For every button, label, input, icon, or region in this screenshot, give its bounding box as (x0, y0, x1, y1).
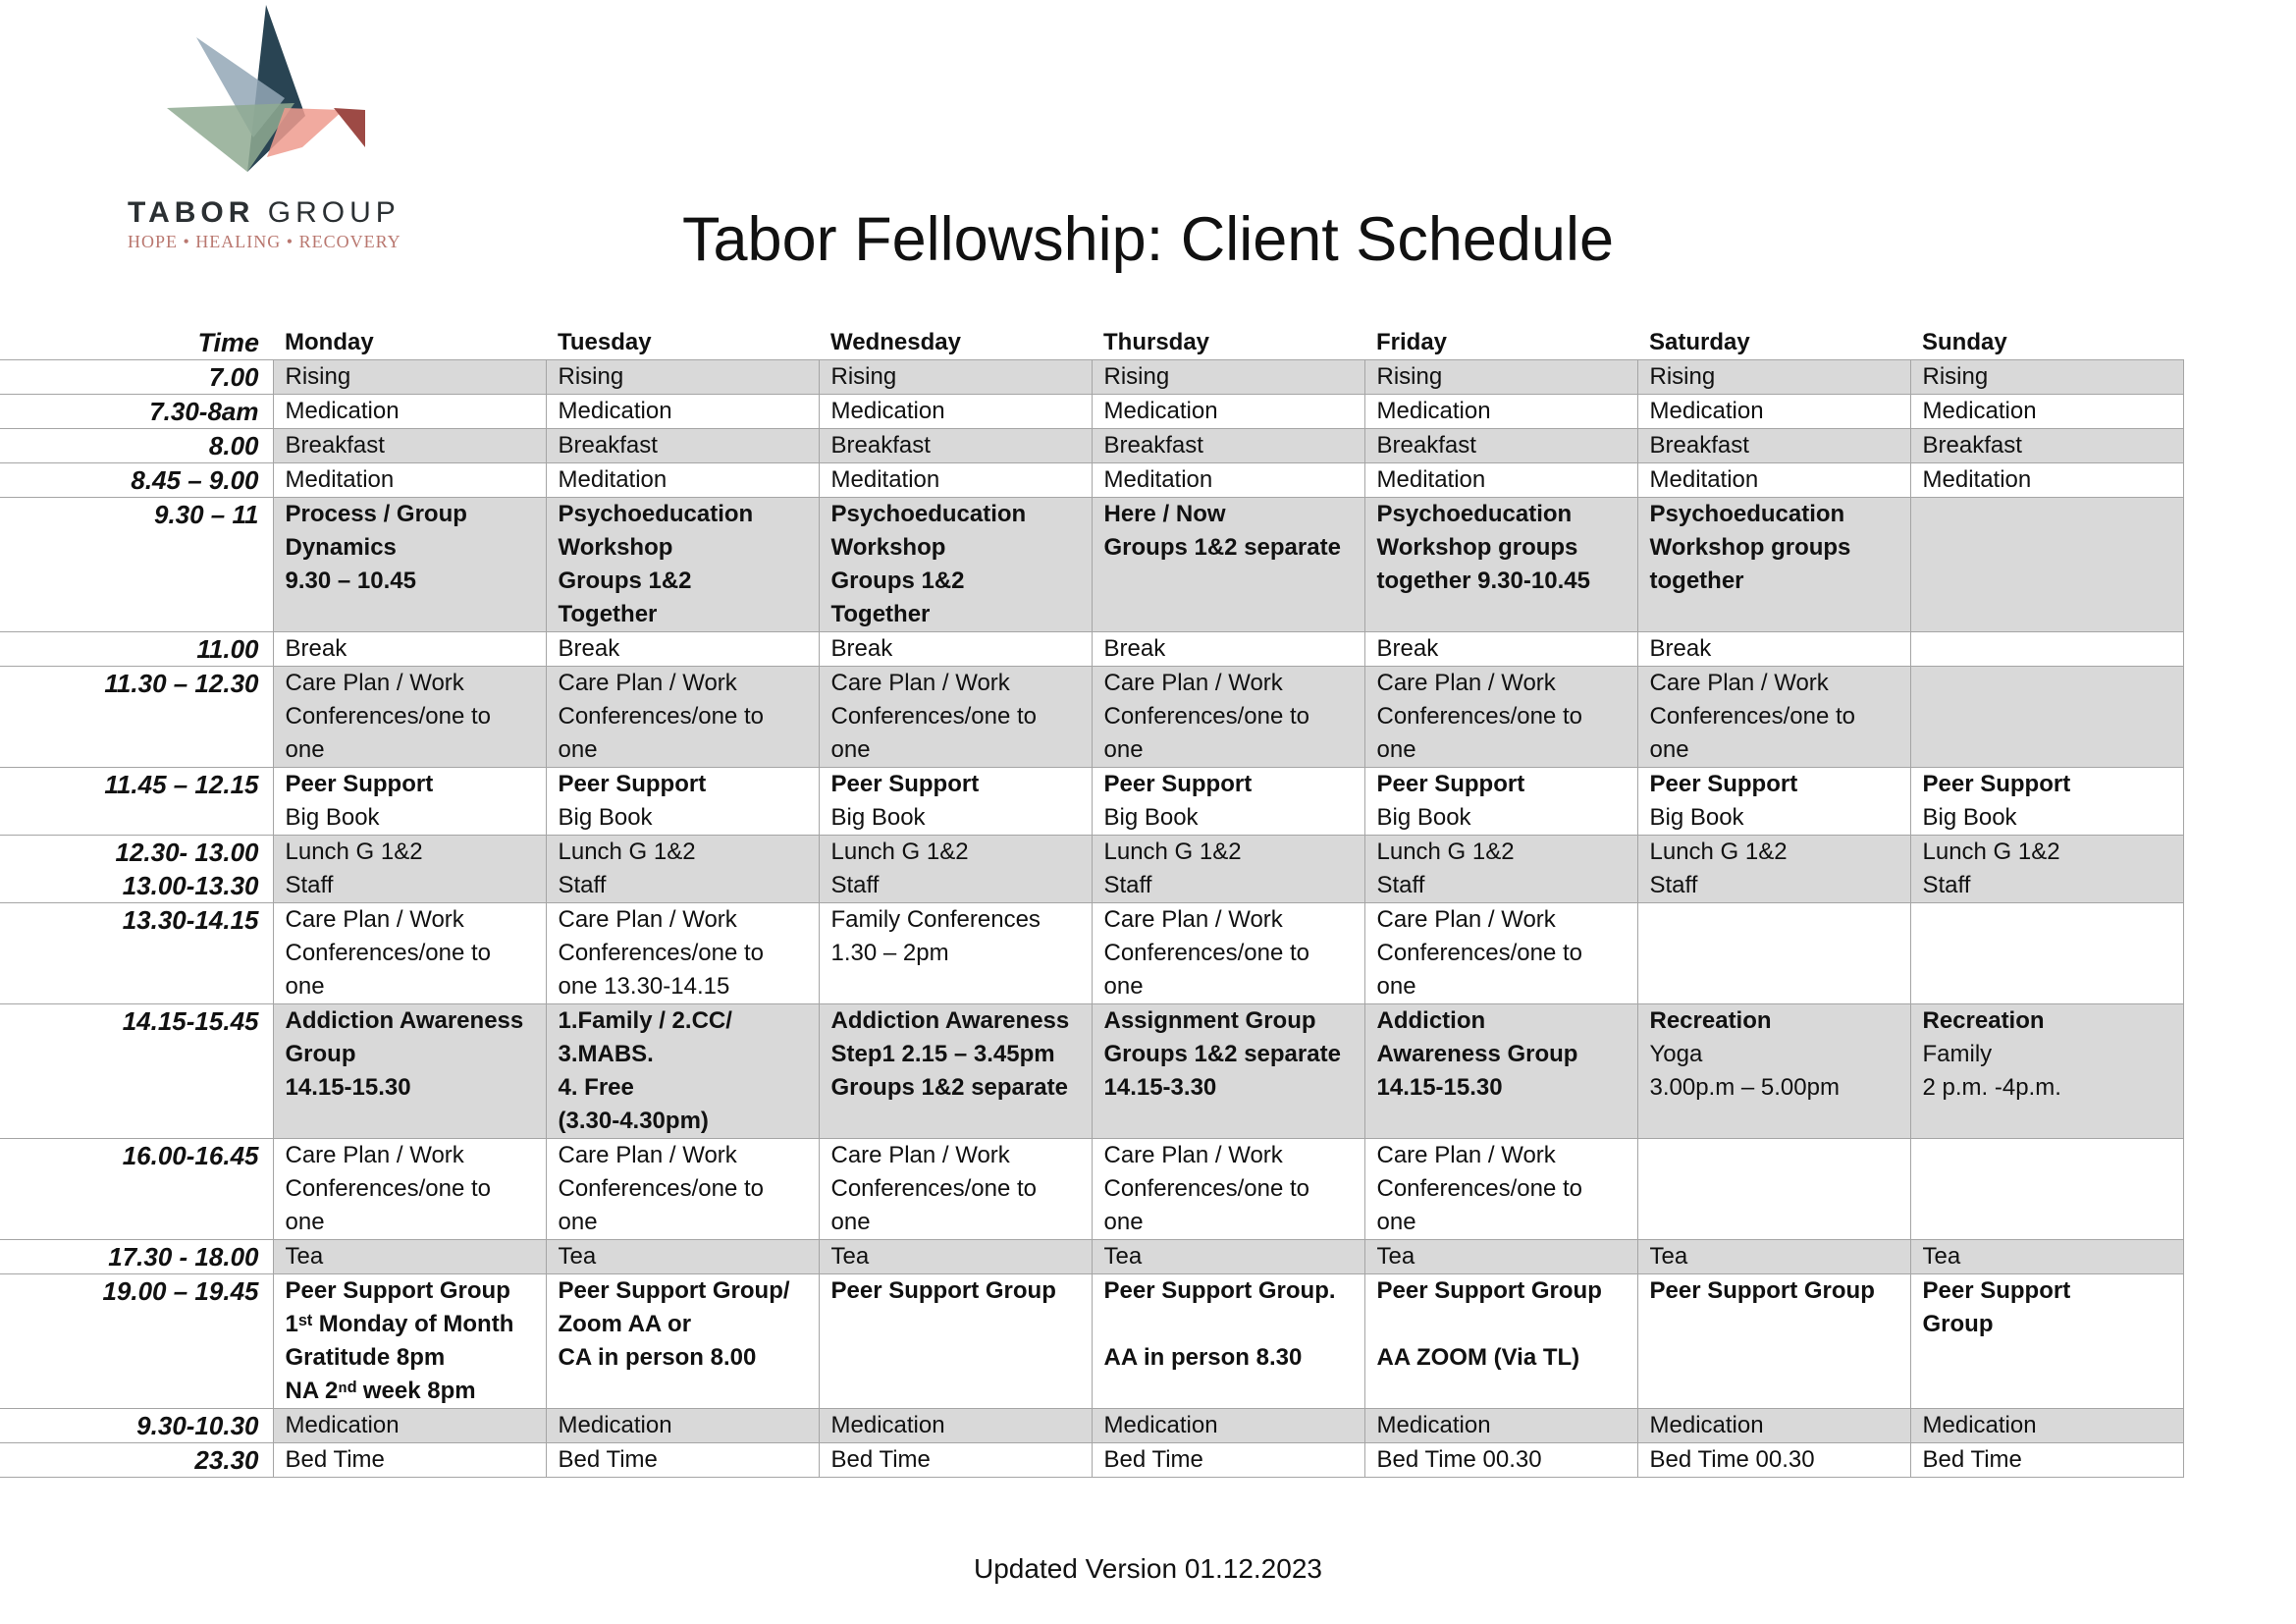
activity-title: Peer Support Group. AA in person 8.30 (1103, 1277, 1336, 1371)
time-slot: 11.45 – 12.15 (0, 768, 273, 836)
schedule-cell-monday (273, 1004, 546, 1139)
schedule-row (0, 463, 2183, 498)
schedule-cell-wednesday (819, 463, 1092, 498)
schedule-cell-sunday (1910, 498, 2183, 632)
activity-text: Yoga 3.00p.m – 5.00pm (1649, 1041, 1840, 1101)
activity-text: Bed Time 00.30 (1376, 1446, 1542, 1473)
schedule-cell-sunday (1910, 903, 2183, 1004)
schedule-row (0, 768, 2183, 836)
schedule-cell-saturday (1637, 1443, 1910, 1478)
schedule-row (0, 667, 2183, 768)
activity-text: Care Plan / Work Conferences/one to one (1103, 670, 1309, 763)
activity-text: Care Plan / Work Conferences/one to one (830, 1142, 1037, 1235)
time-slot: 8.45 – 9.00 (0, 463, 273, 498)
schedule-cell-sunday (1910, 429, 2183, 463)
schedule-cell-sunday (1910, 1274, 2183, 1409)
schedule-cell-sunday (1910, 1443, 2183, 1478)
activity-text: Care Plan / Work Conferences/one to one (1103, 906, 1309, 1000)
schedule-cell-monday (273, 429, 546, 463)
activity-title: Peer Support Group (1922, 1277, 2071, 1337)
schedule-cell-monday (273, 1409, 546, 1443)
activity-text: Breakfast (285, 432, 385, 459)
schedule-cell-wednesday (819, 1274, 1092, 1409)
version-footer: Updated Version 01.12.2023 (974, 1553, 1322, 1584)
schedule-cell-saturday (1637, 463, 1910, 498)
activity-text: Tea (285, 1243, 324, 1270)
schedule-cell-sunday (1910, 768, 2183, 836)
schedule-cell-thursday (1092, 498, 1364, 632)
time-slot: 16.00-16.45 (0, 1139, 273, 1240)
activity-text: Rising (1103, 363, 1170, 390)
schedule-cell-saturday (1637, 1409, 1910, 1443)
activity-text: Tea (1376, 1243, 1415, 1270)
schedule-cell-monday (273, 903, 546, 1004)
activity-title: Addiction Awareness Group 14.15-15.30 (1376, 1007, 1578, 1101)
schedule-cell-wednesday (819, 1409, 1092, 1443)
activity-text: Medication (1103, 398, 1218, 424)
day-header-sunday: Sunday (1922, 329, 2007, 355)
schedule-cell-tuesday (546, 1240, 819, 1274)
schedule-cell-monday (273, 632, 546, 667)
schedule-row (0, 1004, 2183, 1139)
schedule-cell-friday (1364, 1004, 1637, 1139)
activity-text: Rising (1922, 363, 1989, 390)
activity-text: Meditation (285, 466, 395, 493)
schedule-cell-thursday (1092, 463, 1364, 498)
activity-text: Rising (1376, 363, 1443, 390)
schedule-cell-thursday (1092, 632, 1364, 667)
activity-text: Bed Time (285, 1446, 385, 1473)
activity-text: Meditation (1103, 466, 1213, 493)
schedule-cell-thursday (1092, 429, 1364, 463)
time-slot: 17.30 - 18.00 (0, 1240, 273, 1274)
activity-text: Breakfast (1103, 432, 1203, 459)
activity-text: Big Book (1922, 804, 2017, 831)
schedule-row (0, 498, 2183, 632)
activity-text: Medication (558, 1412, 672, 1438)
activity-text: Big Book (558, 804, 653, 831)
activity-text: Bed Time (558, 1446, 658, 1473)
activity-title: Peer Support Group (830, 1277, 1056, 1304)
activity-text: Lunch G 1&2 Staff (1376, 839, 1515, 898)
activity-text: Rising (830, 363, 897, 390)
activity-title: Psychoeducation Workshop Groups 1&2 Together (558, 501, 754, 627)
activity-text: Care Plan / Work Conferences/one to one (285, 1142, 491, 1235)
activity-text: Break (1649, 635, 1712, 662)
page-title: Tabor Fellowship: Client Schedule (682, 205, 1614, 274)
activity-text: Medication (1922, 1412, 2037, 1438)
schedule-cell-friday (1364, 1443, 1637, 1478)
activity-title: Here / Now Groups 1&2 separate (1103, 501, 1341, 561)
activity-text: Medication (285, 1412, 400, 1438)
activity-text: Big Book (1376, 804, 1471, 831)
schedule-cell-tuesday (546, 903, 819, 1004)
schedule-cell-friday (1364, 768, 1637, 836)
activity-text: Rising (1649, 363, 1716, 390)
activity-text: Care Plan / Work Conferences/one to one (1376, 1142, 1582, 1235)
schedule-cell-sunday (1910, 395, 2183, 429)
schedule-cell-monday (273, 1443, 546, 1478)
schedule-row (0, 1409, 2183, 1443)
activity-text: Breakfast (1649, 432, 1749, 459)
activity-text: Medication (1649, 398, 1764, 424)
schedule-row (0, 360, 2183, 395)
schedule-cell-tuesday (546, 1274, 819, 1409)
schedule-row (0, 1274, 2183, 1409)
schedule-row (0, 903, 2183, 1004)
schedule-cell-thursday (1092, 1274, 1364, 1409)
activity-title: Addiction Awareness Group 14.15-15.30 (285, 1007, 524, 1101)
schedule-row (0, 429, 2183, 463)
activity-text: Care Plan / Work Conferences/one to one (1649, 670, 1855, 763)
activity-title: Peer Support Group 1ˢᵗ Monday of Month Gratitude 8pm NA 2ⁿᵈ week 8pm (285, 1277, 514, 1404)
schedule-cell-sunday (1910, 360, 2183, 395)
activity-text: Big Book (1103, 804, 1199, 831)
schedule-cell-saturday (1637, 395, 1910, 429)
schedule-cell-saturday (1637, 360, 1910, 395)
schedule-cell-tuesday (546, 667, 819, 768)
schedule-cell-wednesday (819, 395, 1092, 429)
activity-text: Care Plan / Work Conferences/one to one (830, 670, 1037, 763)
schedule-cell-thursday (1092, 903, 1364, 1004)
schedule-row (0, 1240, 2183, 1274)
activity-text: Family 2 p.m. -4p.m. (1922, 1041, 2061, 1101)
schedule-cell-tuesday (546, 360, 819, 395)
activity-text: Meditation (1922, 466, 2032, 493)
activity-text: Breakfast (558, 432, 658, 459)
schedule-cell-sunday (1910, 463, 2183, 498)
activity-text: Lunch G 1&2 Staff (1649, 839, 1788, 898)
schedule-cell-wednesday (819, 667, 1092, 768)
schedule-cell-thursday (1092, 395, 1364, 429)
schedule-cell-sunday (1910, 1409, 2183, 1443)
schedule-cell-wednesday (819, 1139, 1092, 1240)
schedule-cell-friday (1364, 667, 1637, 768)
activity-title: 1.Family / 2.CC/ 3.MABS. 4. Free (3.30-4.30pm) (558, 1007, 732, 1134)
schedule-cell-monday (273, 1274, 546, 1409)
activity-text: Bed Time (1103, 1446, 1203, 1473)
activity-text: Family Conferences 1.30 – 2pm (830, 906, 1041, 966)
schedule-cell-thursday (1092, 768, 1364, 836)
activity-text: Medication (1922, 398, 2037, 424)
schedule-row (0, 632, 2183, 667)
activity-title: Peer Support Group/ Zoom AA or CA in person 8.00 (558, 1277, 790, 1371)
header-row (0, 324, 2183, 360)
logo-wordmark: TABOR GROUP (128, 196, 400, 229)
activity-text: Bed Time (1922, 1446, 2022, 1473)
schedule-cell-tuesday (546, 768, 819, 836)
schedule-cell-sunday (1910, 1004, 2183, 1139)
activity-text: Break (558, 635, 620, 662)
activity-text: Breakfast (830, 432, 931, 459)
schedule-cell-wednesday (819, 1443, 1092, 1478)
schedule-cell-wednesday (819, 836, 1092, 903)
day-header-saturday: Saturday (1649, 329, 1750, 355)
activity-text: Bed Time 00.30 (1649, 1446, 1815, 1473)
schedule-cell-thursday (1092, 1443, 1364, 1478)
schedule-cell-saturday (1637, 836, 1910, 903)
activity-title: Assignment Group Groups 1&2 separate 14.15-3.30 (1103, 1007, 1341, 1101)
schedule-cell-thursday (1092, 836, 1364, 903)
activity-text: Meditation (1376, 466, 1486, 493)
schedule-cell-thursday (1092, 360, 1364, 395)
activity-text: Care Plan / Work Conferences/one to one (1376, 906, 1582, 1000)
activity-text: Rising (285, 363, 351, 390)
activity-text: Meditation (1649, 466, 1759, 493)
activity-title: Recreation (1649, 1007, 1772, 1034)
activity-text: Medication (558, 398, 672, 424)
activity-text: Meditation (558, 466, 667, 493)
activity-text: Tea (558, 1243, 597, 1270)
day-header-friday: Friday (1376, 329, 1448, 355)
schedule-cell-sunday (1910, 836, 2183, 903)
activity-title: Peer Support (1376, 771, 1525, 797)
activity-text: Tea (1649, 1243, 1688, 1270)
schedule-cell-saturday (1637, 1240, 1910, 1274)
activity-text: Break (1103, 635, 1166, 662)
activity-title: Peer Support (558, 771, 707, 797)
schedule-cell-monday (273, 463, 546, 498)
schedule-cell-friday (1364, 498, 1637, 632)
day-header-thursday: Thursday (1103, 329, 1210, 355)
schedule-cell-thursday (1092, 1240, 1364, 1274)
activity-text: Big Book (1649, 804, 1744, 831)
activity-title: Addiction Awareness Step1 2.15 – 3.45pm Groups 1&2 separate (830, 1007, 1070, 1101)
schedule-cell-wednesday (819, 360, 1092, 395)
schedule-cell-friday (1364, 903, 1637, 1004)
schedule-cell-sunday (1910, 632, 2183, 667)
activity-text: Lunch G 1&2 Staff (1103, 839, 1242, 898)
day-header-wednesday: Wednesday (830, 329, 961, 355)
activity-title: Peer Support (285, 771, 434, 797)
schedule-row (0, 1443, 2183, 1478)
schedule-cell-thursday (1092, 1004, 1364, 1139)
schedule-cell-wednesday (819, 429, 1092, 463)
activity-text: Lunch G 1&2 Staff (285, 839, 423, 898)
time-slot: 14.15-15.45 (0, 1004, 273, 1139)
schedule-cell-thursday (1092, 1139, 1364, 1240)
activity-text: Break (1376, 635, 1439, 662)
schedule-cell-monday (273, 498, 546, 632)
time-slot: 11.30 – 12.30 (0, 667, 273, 768)
schedule-cell-tuesday (546, 429, 819, 463)
time-slot: 23.30 (0, 1443, 273, 1478)
activity-title: Psychoeducation Workshop groups together 9.30-10.45 (1376, 501, 1590, 594)
activity-title: Peer Support Group AA ZOOM (Via TL) (1376, 1277, 1602, 1371)
schedule-cell-saturday (1637, 632, 1910, 667)
schedule-cell-saturday (1637, 1004, 1910, 1139)
schedule-cell-saturday (1637, 903, 1910, 1004)
schedule-row (0, 395, 2183, 429)
activity-text: Care Plan / Work Conferences/one to one (558, 1142, 764, 1235)
activity-text: Big Book (285, 804, 380, 831)
schedule-cell-friday (1364, 836, 1637, 903)
schedule-cell-monday (273, 1240, 546, 1274)
schedule-cell-monday (273, 1139, 546, 1240)
schedule-cell-monday (273, 395, 546, 429)
schedule-table (0, 324, 2184, 1478)
activity-text: Rising (558, 363, 624, 390)
schedule-cell-tuesday (546, 1443, 819, 1478)
schedule-cell-friday (1364, 463, 1637, 498)
activity-title: Peer Support (1103, 771, 1253, 797)
activity-text: Care Plan / Work Conferences/one to one (285, 670, 491, 763)
activity-text: Lunch G 1&2 Staff (830, 839, 969, 898)
time-slot: 12.30- 13.00 13.00-13.30 (0, 836, 273, 903)
activity-text: Medication (1103, 1412, 1218, 1438)
bird-logo-icon (137, 0, 373, 196)
activity-title: Peer Support Group (1649, 1277, 1875, 1304)
schedule-cell-thursday (1092, 667, 1364, 768)
activity-text: Medication (1376, 1412, 1491, 1438)
schedule-cell-friday (1364, 1274, 1637, 1409)
activity-title: Peer Support (830, 771, 980, 797)
schedule-cell-wednesday (819, 903, 1092, 1004)
schedule-cell-monday (273, 667, 546, 768)
activity-title: Peer Support (1649, 771, 1798, 797)
time-slot: 11.00 (0, 632, 273, 667)
schedule-cell-wednesday (819, 768, 1092, 836)
schedule-cell-saturday (1637, 1274, 1910, 1409)
activity-text: Care Plan / Work Conferences/one to one (558, 670, 764, 763)
activity-text: Medication (830, 1412, 945, 1438)
activity-text: Lunch G 1&2 Staff (558, 839, 696, 898)
day-header-monday: Monday (285, 329, 374, 355)
schedule-cell-wednesday (819, 1240, 1092, 1274)
activity-text: Break (830, 635, 893, 662)
logo-tagline: HOPE • HEALING • RECOVERY (128, 232, 401, 251)
time-slot: 9.30 – 11 (0, 498, 273, 632)
activity-text: Medication (1649, 1412, 1764, 1438)
schedule-cell-wednesday (819, 632, 1092, 667)
activity-text: Breakfast (1922, 432, 2022, 459)
schedule-cell-friday (1364, 632, 1637, 667)
schedule-cell-saturday (1637, 667, 1910, 768)
activity-title: Process / Group Dynamics 9.30 – 10.45 (285, 501, 467, 594)
schedule-cell-wednesday (819, 498, 1092, 632)
schedule-cell-tuesday (546, 395, 819, 429)
schedule-row (0, 836, 2183, 903)
activity-text: Medication (830, 398, 945, 424)
time-slot: 8.00 (0, 429, 273, 463)
activity-text: Tea (1922, 1243, 1961, 1270)
time-column-header: Time (197, 328, 259, 357)
activity-text: Bed Time (830, 1446, 931, 1473)
schedule-cell-tuesday (546, 1139, 819, 1240)
activity-text: Care Plan / Work Conferences/one to one (1103, 1142, 1309, 1235)
schedule-cell-friday (1364, 1240, 1637, 1274)
schedule-cell-friday (1364, 1139, 1637, 1240)
activity-title: Psychoeducation Workshop groups together (1649, 501, 1851, 594)
activity-text: Medication (1376, 398, 1491, 424)
schedule-cell-tuesday (546, 1004, 819, 1139)
schedule-cell-saturday (1637, 429, 1910, 463)
schedule-cell-friday (1364, 360, 1637, 395)
schedule-cell-tuesday (546, 498, 819, 632)
schedule-cell-tuesday (546, 836, 819, 903)
schedule-cell-monday (273, 360, 546, 395)
schedule-cell-tuesday (546, 463, 819, 498)
activity-text: Meditation (830, 466, 940, 493)
schedule-cell-friday (1364, 1409, 1637, 1443)
activity-title: Psychoeducation Workshop Groups 1&2 Together (830, 501, 1027, 627)
schedule-cell-sunday (1910, 1240, 2183, 1274)
time-slot: 7.30-8am (0, 395, 273, 429)
activity-text: Care Plan / Work Conferences/one to one 13.30-14.15 (558, 906, 764, 1000)
activity-title: Peer Support (1922, 771, 2071, 797)
schedule-cell-friday (1364, 395, 1637, 429)
activity-text: Lunch G 1&2 Staff (1922, 839, 2060, 898)
time-slot: 13.30-14.15 (0, 903, 273, 1004)
schedule-cell-sunday (1910, 1139, 2183, 1240)
schedule-cell-wednesday (819, 1004, 1092, 1139)
activity-text: Tea (1103, 1243, 1143, 1270)
schedule-cell-saturday (1637, 1139, 1910, 1240)
schedule-cell-saturday (1637, 498, 1910, 632)
day-header-tuesday: Tuesday (558, 329, 652, 355)
activity-text: Big Book (830, 804, 926, 831)
schedule-cell-tuesday (546, 632, 819, 667)
activity-text: Tea (830, 1243, 870, 1270)
schedule-cell-monday (273, 836, 546, 903)
activity-text: Care Plan / Work Conferences/one to one (285, 906, 491, 1000)
schedule-row (0, 1139, 2183, 1240)
activity-text: Breakfast (1376, 432, 1476, 459)
time-slot: 19.00 – 19.45 (0, 1274, 273, 1409)
activity-text: Medication (285, 398, 400, 424)
schedule-cell-sunday (1910, 667, 2183, 768)
schedule-cell-tuesday (546, 1409, 819, 1443)
activity-text: Care Plan / Work Conferences/one to one (1376, 670, 1582, 763)
activity-text: Break (285, 635, 347, 662)
schedule-cell-friday (1364, 429, 1637, 463)
schedule-cell-monday (273, 768, 546, 836)
time-slot: 9.30-10.30 (0, 1409, 273, 1443)
schedule-cell-thursday (1092, 1409, 1364, 1443)
activity-title: Recreation (1922, 1007, 2045, 1034)
time-slot: 7.00 (0, 360, 273, 395)
schedule-cell-saturday (1637, 768, 1910, 836)
